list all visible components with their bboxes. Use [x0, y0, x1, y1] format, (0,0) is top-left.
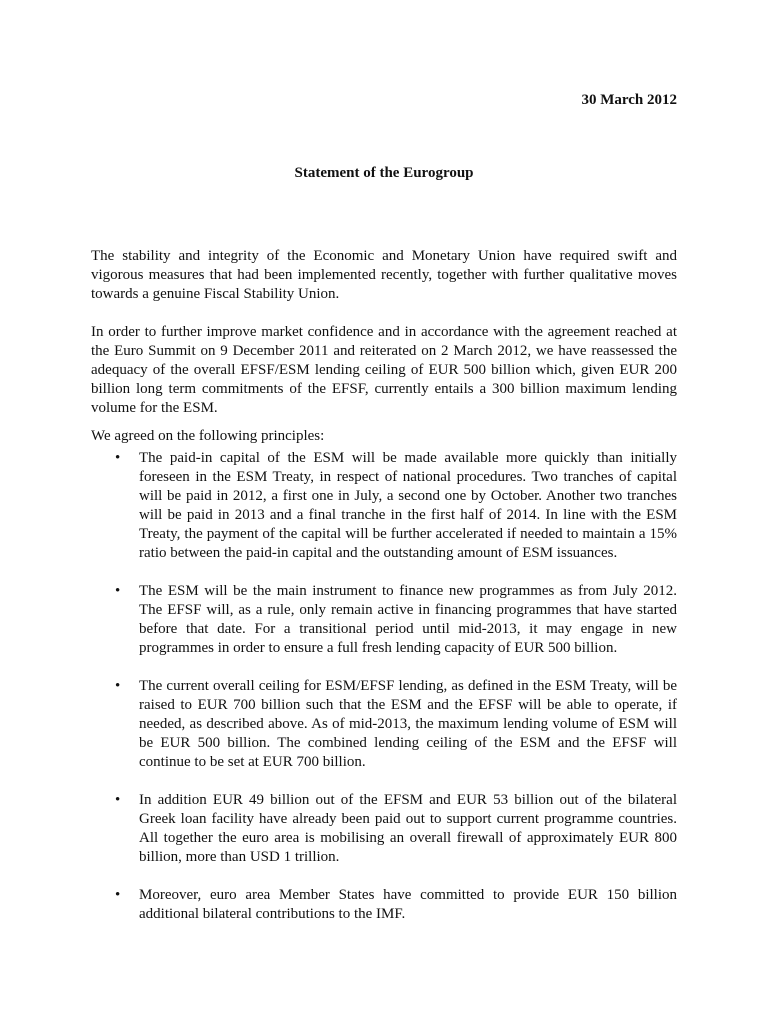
list-item — [91, 677, 677, 772]
list-item-text: The ESM will be the main instrument to finance new programmes as from July 2012. The EFSF will, as a rule, only remain active in financing programmes that have started before that date. For a transitional period until mid-2013, it may engage in new programmes in order to ensure a full fresh lending capacity of EUR 500 billion. — [139, 583, 677, 656]
list-item-text: Moreover, euro area Member States have committed to provide EUR 150 billion additional bilateral contributions to the IMF. — [139, 887, 677, 922]
bullet-marker: • — [115, 583, 121, 599]
list-item — [91, 449, 677, 563]
bullet-marker: • — [115, 887, 121, 903]
document-date: 30 March 2012 — [581, 92, 677, 108]
list-item-text: The current overall ceiling for ESM/EFSF lending, as defined in the ESM Treaty, will be raised to EUR 700 billion such that the ESM and the EFSF will be able to operate, if needed, as described above. As of mid-2013, the maximum lending volume of ESM will be EUR 500 billion. The combined lending ceiling of the ESM and the EFSF will continue to be set at EUR 700 billion. — [139, 678, 677, 770]
document-title: Statement of the Eurogroup — [294, 165, 474, 181]
context-paragraph: In order to further improve market confidence and in accordance with the agreement reached at the Euro Summit on 9 December 2011 and reiterated on 2 March 2012, we have reassessed the adequacy of the overall EFSF/ESM lending ceiling of EUR 500 billion which, given EUR 200 billion long term commitments of the EFSF, currently entails a 300 billion maximum lending volume for the ESM. — [91, 324, 677, 416]
bullet-marker: • — [115, 792, 121, 808]
principles-list — [91, 449, 677, 943]
list-item — [91, 791, 677, 867]
list-item-text: The paid-in capital of the ESM will be made available more quickly than initially foreseen in the ESM Treaty, in respect of national procedures. Two tranches of capital will be paid in 2012, a first one in July, a second one by October. Another two tranches will be paid in 2013 and a final tranche in the first half of 2014. In line with the ESM Treaty, the payment of the capital will be further accelerated if needed to maintain a 15% ratio between the paid-in capital and the outstanding amount of ESM issuances. — [139, 450, 677, 561]
principles-lead-in: We agreed on the following principles: — [91, 428, 325, 444]
list-item — [91, 582, 677, 658]
list-item-text: In addition EUR 49 billion out of the EFSM and EUR 53 billion out of the bilateral Greek loan facility have already been paid out to support current programme countries. All together the euro area is mobilising an overall firewall of approximately EUR 800 billion, more than USD 1 trillion. — [139, 792, 677, 865]
bullet-marker: • — [115, 678, 121, 694]
bullet-marker: • — [115, 450, 121, 466]
intro-paragraph: The stability and integrity of the Economic and Monetary Union have required swift and vigorous measures that had been implemented recently, together with further qualitative moves towards a genuine Fiscal Stability Union. — [91, 248, 677, 302]
list-item — [91, 886, 677, 924]
